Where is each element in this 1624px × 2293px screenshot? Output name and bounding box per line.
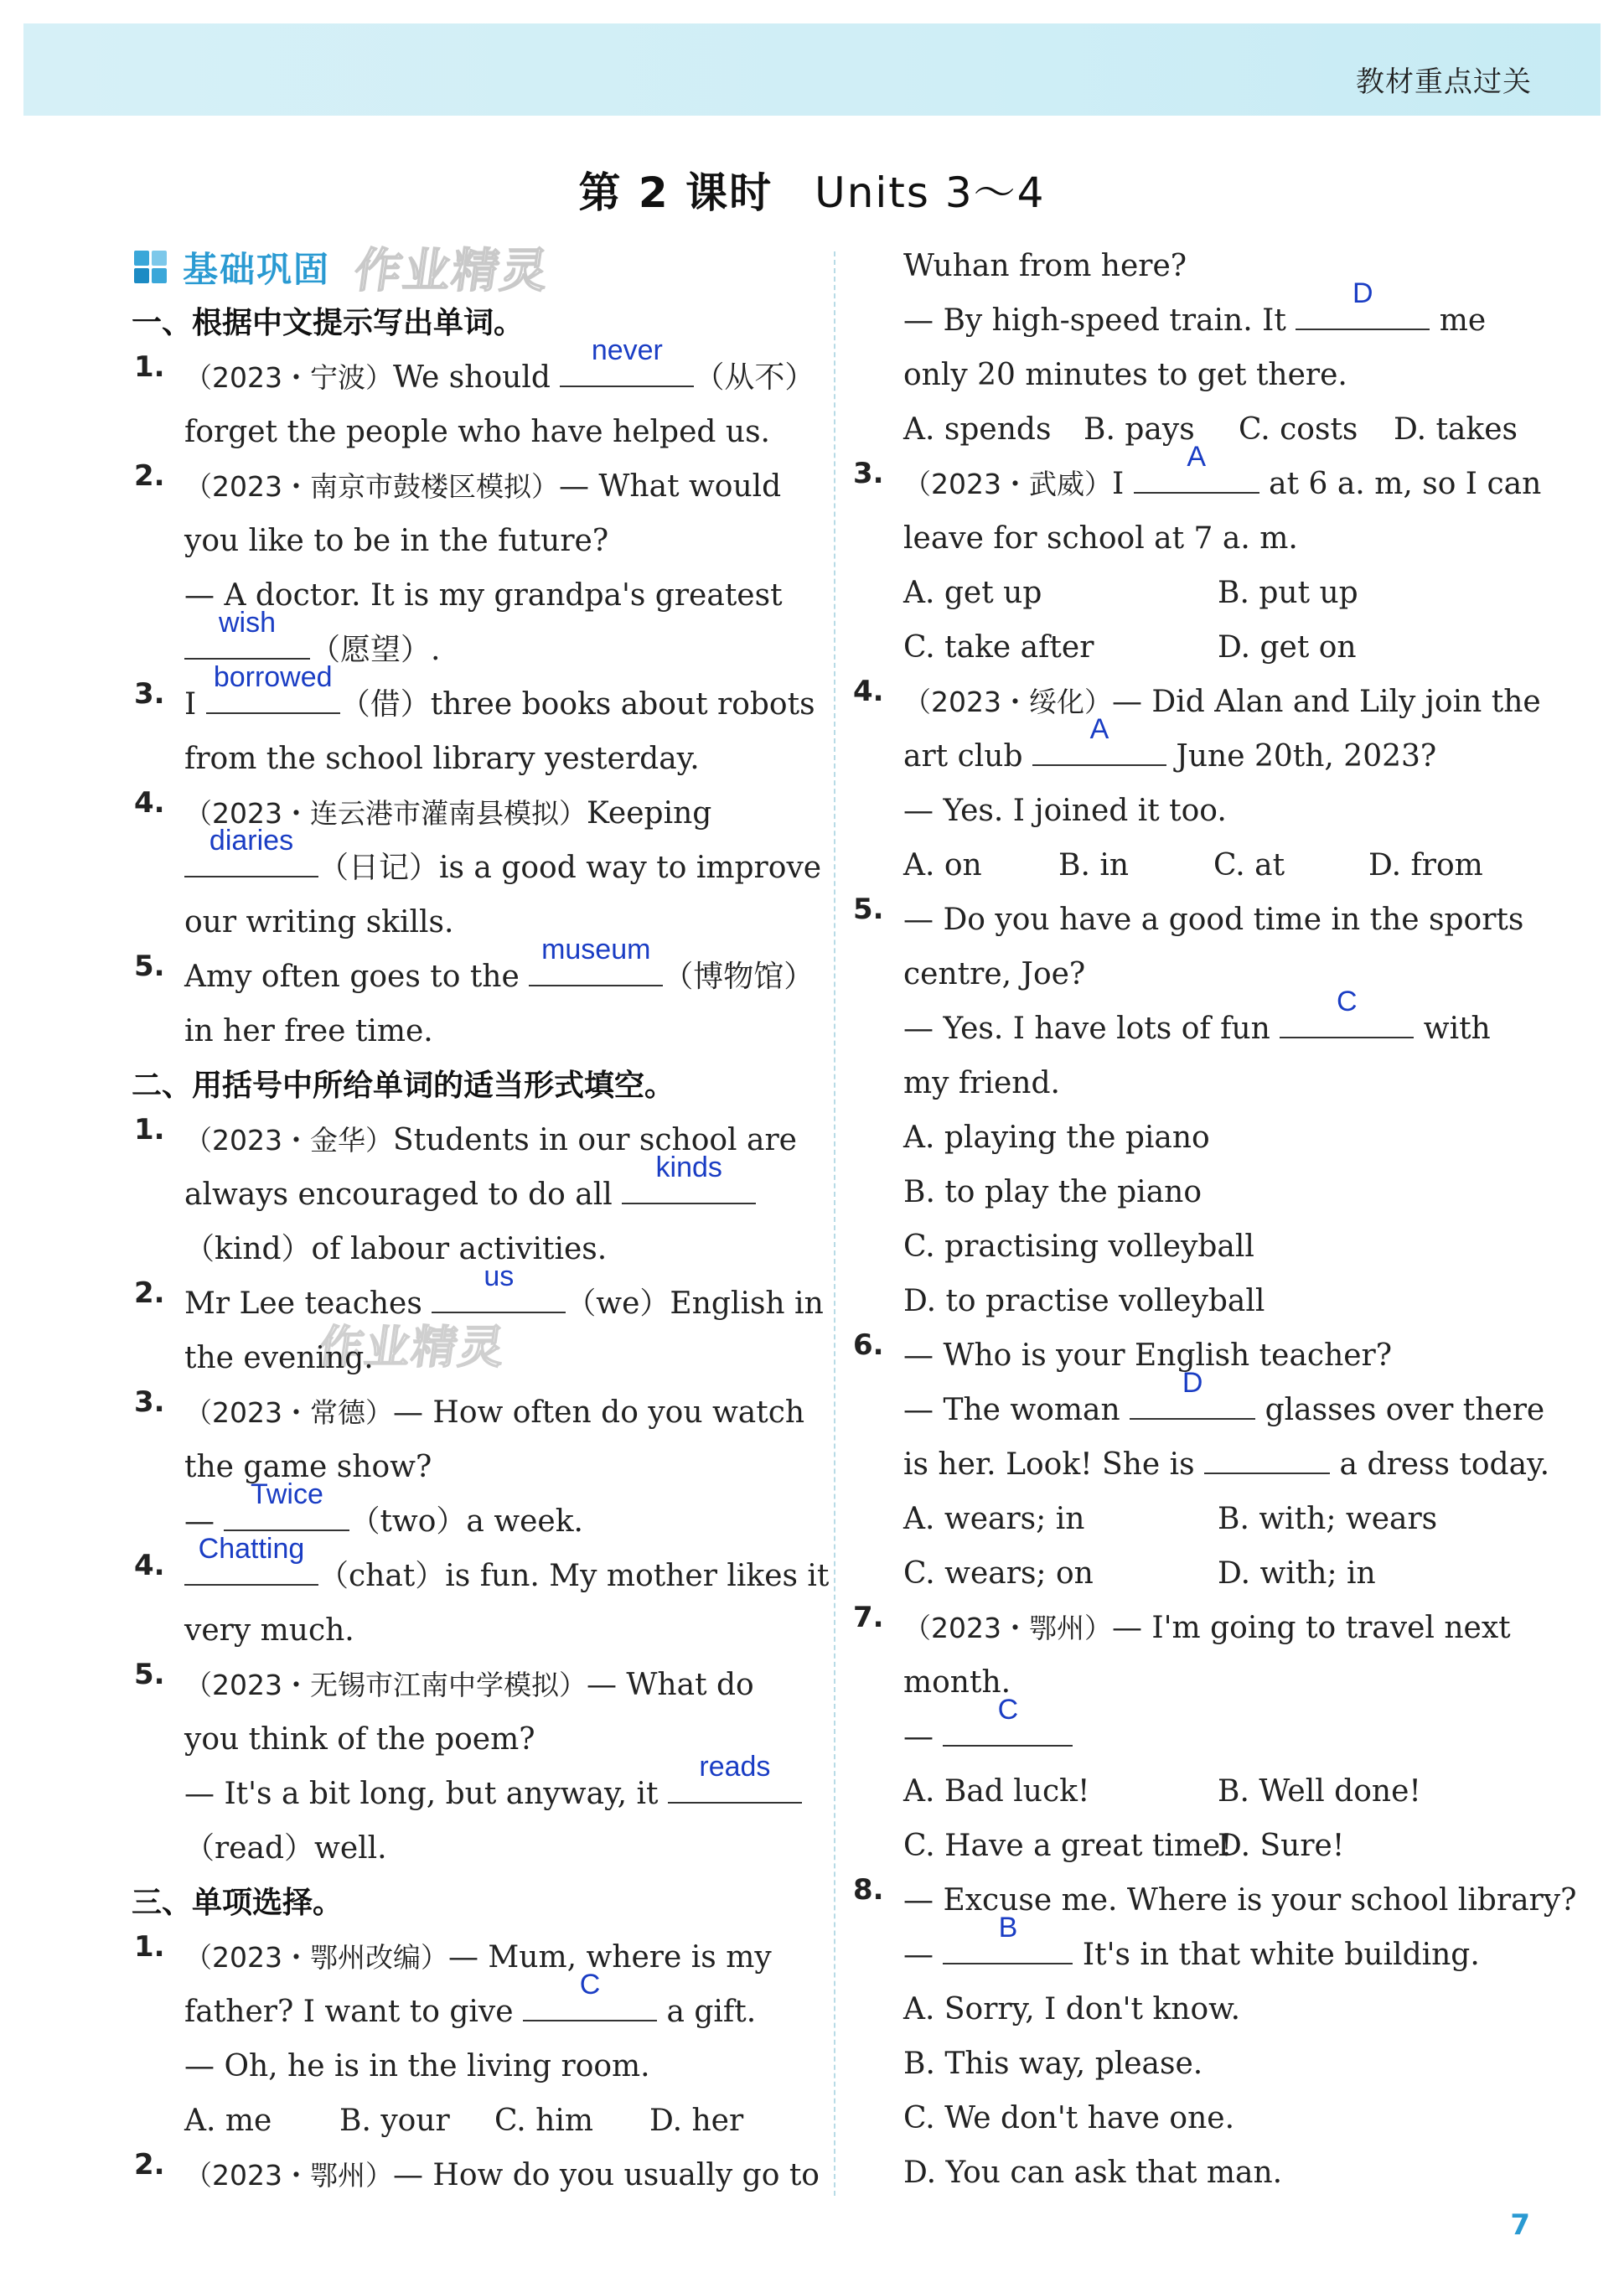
- badge-watermark: 作业精灵: [350, 244, 553, 298]
- question-3-8: 8. — Excuse me. Where is your school library? — B It's in that white building. A. Sorry, I don't know. B. This way, please. C. We don't have one. D. You can ask that man.: [853, 1873, 1577, 2190]
- watermark: 作业精灵: [314, 1321, 509, 1374]
- answer-blank[interactable]: A: [1032, 729, 1166, 766]
- options: A. me B. your C. him D. her: [184, 2104, 744, 2138]
- question-3-1: 1. （2023・鄂州改编）— Mum, where is my father? I want to give C a gift. — Oh, he is in the living room. A. me B. your C. him D. her: [134, 1930, 815, 2148]
- section-heading-3: 三、单项选择。: [132, 1886, 344, 1920]
- answer-blank-empty[interactable]: [1204, 1437, 1330, 1474]
- lesson-label: 第 2 课时: [578, 168, 773, 217]
- answer-blank[interactable]: wish: [184, 623, 310, 660]
- options: A. wears; in B. with; wears: [903, 1502, 1438, 1536]
- options: A. get up B. put up: [903, 576, 1358, 610]
- question-3-6: 6. — Who is your English teacher? — The woman D glasses over there is her. Look! She is a dress today. A. wears; in B. with; wears C. wears; on D. with; in: [853, 1328, 1533, 1601]
- question-2-5: 5. （2023・无锡市江南中学模拟）— What do you think of the poem? — It's a bit long, but anyway, it reads （read）well.: [134, 1658, 815, 1876]
- question-1-1: 1. （2023・宁波）We should never （从不） forget the people who have helped us.: [134, 334, 815, 449]
- answer-blank[interactable]: kinds: [622, 1167, 756, 1204]
- answer-blank[interactable]: Twice: [224, 1494, 349, 1531]
- answer-blank[interactable]: A: [1134, 457, 1259, 494]
- units-label: Units 3～4: [815, 168, 1046, 217]
- answer-blank[interactable]: C: [523, 1985, 657, 2021]
- question-3-2-cont: Wuhan from here? — By high-speed train. It D me only 20 minutes to get there. A. spends B. pays C. costs D. takes: [853, 239, 1533, 457]
- page-number: 7: [1510, 2208, 1530, 2242]
- question-3-4: 4. （2023・绥化）— Did Alan and Lily join the art club A June 20th, 2023? — Yes. I joined it too. A. on B. in C. at D. from: [853, 675, 1533, 893]
- section-heading-1: 一、根据中文提示写出单词。: [132, 306, 525, 340]
- question-1-4: 4. （2023・连云港市灌南县模拟）Keeping diaries （日记）is a good way to improve our writing skills.: [134, 786, 822, 939]
- question-3-7: 7. （2023・鄂州）— I'm going to travel next month. — C A. Bad luck! B. Well done! C. Have a great time! D. Sure!: [853, 1601, 1533, 1873]
- left-column: [132, 239, 830, 2202]
- answer-blank[interactable]: D: [1296, 293, 1430, 330]
- question-2-3: 3. （2023・常德）— How often do you watch the game show? — Twice （two）a week.: [134, 1385, 805, 1539]
- options: A. spends B. pays C. costs D. takes: [903, 412, 1518, 447]
- right-column: [853, 239, 1577, 2200]
- options: C. wears; on D. with; in: [903, 1556, 1376, 1591]
- answer-blank[interactable]: diaries: [184, 841, 318, 877]
- section-badge: [134, 239, 815, 296]
- answer-blank[interactable]: never: [560, 350, 694, 387]
- answer-blank[interactable]: B: [943, 1928, 1073, 1964]
- header-tag: 教材重点过关: [1356, 65, 1532, 99]
- answer-blank[interactable]: Chatting: [184, 1549, 318, 1586]
- answer-blank[interactable]: borrowed: [206, 677, 340, 714]
- options: C. Have a great time! D. Sure!: [903, 1829, 1345, 1863]
- options: A. on B. in C. at D. from: [903, 848, 1483, 883]
- section-heading-2: 二、用括号中所给单词的适当形式填空。: [132, 1069, 675, 1103]
- answer-blank[interactable]: reads: [668, 1767, 802, 1804]
- question-2-4: 4. Chatting （chat）is fun. My mother likes it very much.: [134, 1533, 830, 1648]
- answer-blank[interactable]: C: [1280, 1002, 1414, 1038]
- question-3-3: 3. （2023・武威）I A at 6 a. m, so I can leave for school at 7 a. m. A. get up B. put up C. take after D. get on: [853, 457, 1533, 675]
- options: A. Bad luck! B. Well done!: [903, 1774, 1421, 1809]
- answer-blank[interactable]: C: [943, 1710, 1073, 1747]
- question-1-5: 5. Amy often goes to the museum （博物馆） in her free time.: [134, 934, 815, 1048]
- question-2-2: 2. Mr Lee teaches us （we）English in the evening.: [134, 1260, 824, 1375]
- question-1-3: 3. I borrowed （借）three books about robots from the school library yesterday.: [134, 661, 815, 776]
- page-title: [0, 159, 1624, 220]
- question-1-2: 2. （2023・南京市鼓楼区模拟）— What would you like to be in the future? — A doctor. It is my grandpa's greatest wish （愿望）.: [134, 459, 783, 667]
- answer-blank[interactable]: us: [432, 1276, 566, 1313]
- options: C. take after D. get on: [903, 630, 1357, 665]
- question-3-2: 2. （2023・鄂州）— How do you usually go to: [134, 2148, 820, 2192]
- question-3-5: 5. — Do you have a good time in the sports centre, Joe? — Yes. I have lots of fun C with my friend. A. playing the piano B. to play the piano C. practising volleyball D. to practise volleyball: [853, 893, 1524, 1318]
- blocks-icon: [134, 251, 173, 284]
- answer-blank[interactable]: museum: [529, 950, 663, 986]
- column-divider: [834, 251, 835, 2196]
- question-2-1: 1. （2023・金华）Students in our school are always encouraged to do all kinds （kind）of labour activities.: [134, 1113, 797, 1266]
- badge-label: 基础巩固: [183, 249, 331, 290]
- answer-blank[interactable]: D: [1130, 1383, 1255, 1420]
